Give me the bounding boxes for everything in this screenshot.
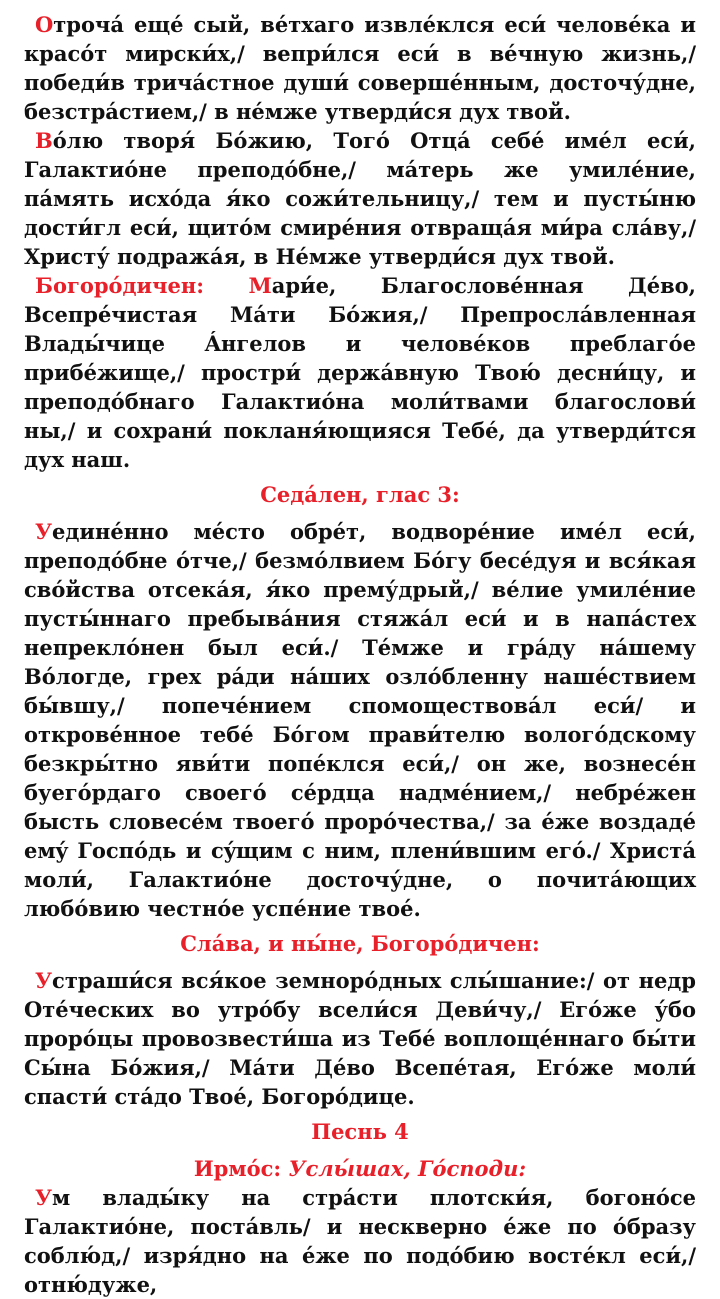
glory-theotokion-paragraph bbox=[24, 966, 696, 1111]
irmos-incipit: Услы́шах, Гóсподи: bbox=[288, 1156, 527, 1181]
drop-initial: О bbox=[35, 12, 54, 37]
theotokion-paragraph bbox=[24, 271, 696, 474]
irmos-heading bbox=[24, 1154, 696, 1183]
troparion-paragraph-2 bbox=[24, 126, 696, 271]
ode-4-troparion bbox=[24, 1183, 696, 1299]
theotokion-label: Богорóдичен: М bbox=[35, 273, 272, 298]
troparion-paragraph-1 bbox=[24, 10, 696, 126]
drop-initial: У bbox=[35, 968, 53, 993]
paragraph-text: óлю творя́ Бóжию, Тогó Отцá себé имéл еси́, Галактиóне преподóбне,/ мáтерь же умилéние, пáмять исхóда я́ко сожи́тельницу,/ тем и пусты́ню дости́гл еси́, щитóм смирéния отвращáя ми́ра слáву,/ Христу́ подражáя, в Нéмже утверди́ся дух твой. bbox=[24, 128, 696, 269]
drop-initial: В bbox=[35, 128, 53, 153]
ode-heading: Песнь 4 bbox=[311, 1119, 409, 1144]
paragraph-text: страши́ся вся́кое земнорóдных слы́шание:/ от недр Отéческих во утрóбу всели́ся Деви́чу,/ Егóже у́бо прорóцы провозвести́ша из Тебé воплощéннаго бы́ти Сы́на Бóжия,/ Мáти Дéво Всепéтая, Егóже моли́ спасти́ стáдо Твоé, Богорóдице. bbox=[24, 968, 696, 1109]
paragraph-text: ари́е, Благословéнная Дéво, Всепрéчистая Мáти Бóжия,/ Препрослáвленная Влады́чице Áнгелов и человéков преблагóе прибéжище,/ простри́ держáвную Твою́ десни́цу, и преподóбнаго Галактиóна моли́твами благослови́ ны,/ и сохрани́ покланя́ющияся Тебé, да утверди́тся дух наш. bbox=[24, 273, 696, 472]
liturgical-text-page bbox=[24, 10, 696, 1299]
paragraph-text: м влады́ку на стрáсти плотски́я, богонóсе Галактиóне, постáвль/ и нескверно éже по óбразу соблю́д,/ изря́дно на éже по подóбию востéкл еси́,/ отню́дуже, bbox=[24, 1185, 696, 1297]
drop-initial: У bbox=[35, 1185, 53, 1210]
paragraph-text: единéнно мéсто обрéт, водворéние имéл еси́, преподóбне óтче,/ безмóлвием Бóгу бесéдуя и вся́кая свóйства отсекáя, я́ко прему́дрый,/ вéлие умилéние пусты́ннаго пребывáния стяжáл еси́ и в напáстех непреклóнен был еси́./ Тéмже и грáду нáшему Вóлогде, грех рáди нáших озлóбленну нашéствием бы́вшу,/ попечéнием спомоществовáл еси́/ и откровéнное тебé Бóгом прави́телю вологóдскому безкры́тно яви́ти попéклся еси́,/ он же, вознесéн буегóрдаго своегó сéрдца надмéнием,/ небрéжен бысть словесéм твоегó прорóчества,/ за éже воздадé емý Госпóдь и сýщим с ним, плени́вшим егó./ Христá моли́, Галактиóне досточу́дне, о почитáющих любóвию честнóе успéние твоé. bbox=[24, 519, 696, 921]
paragraph-text: трочá ещé сый, вéтхаго извлéклся еси́ человéка и красóт мирски́х,/ вепри́лся еси́ в вéчную жизнь,/ победи́в тричáстное души́ совершéнным, досточу́дне, безстрáстием,/ в нéмже утверди́ся дух твой. bbox=[24, 12, 696, 124]
drop-initial: У bbox=[35, 519, 53, 544]
sedalen-heading: Седáлен, глас 3: bbox=[260, 482, 460, 507]
irmos-label: Ирмóс: bbox=[193, 1156, 282, 1181]
glory-heading: Слáва, и ны́не, Богорóдичен: bbox=[180, 931, 540, 956]
sedalen-paragraph bbox=[24, 517, 696, 923]
